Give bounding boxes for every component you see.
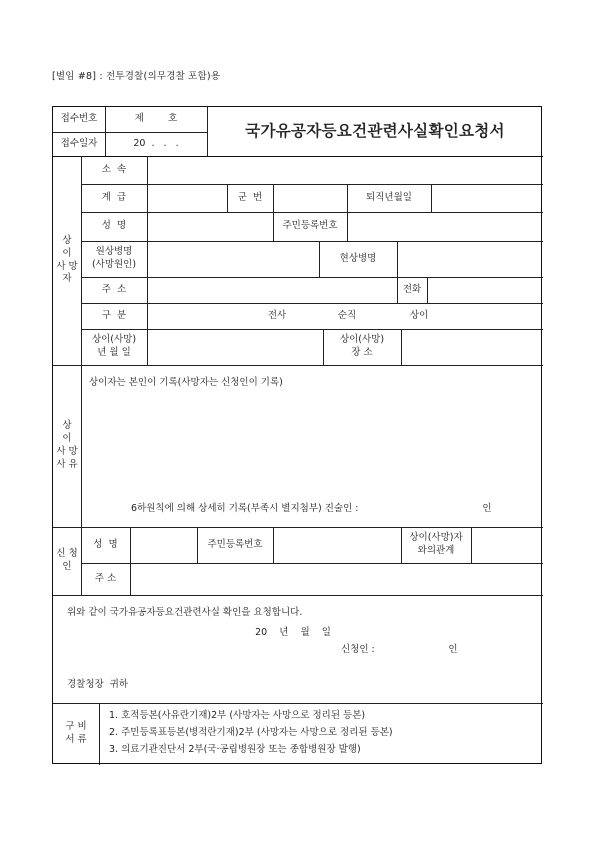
applicant-address-field[interactable] [130, 563, 543, 595]
statement-seal: 인 [482, 502, 492, 514]
request-applicant-line: 신청인 : [341, 643, 375, 655]
discharge-date-label: 퇴직년월일 [366, 191, 412, 203]
applicant-name-label: 성 명 [93, 538, 118, 550]
name-label: 성 명 [101, 220, 127, 232]
reason-text-area[interactable] [89, 393, 537, 493]
category-label: 구 분 [101, 309, 127, 321]
applicant-section-label: 신 청 인 [56, 548, 78, 572]
receipt-number-value[interactable]: 제 호 [134, 113, 178, 125]
rank-label: 계 급 [101, 191, 127, 203]
address-label: 주 소 [101, 283, 127, 295]
injured-section-label: 상 이 사 망 자 [56, 234, 78, 285]
military-number-label: 군 번 [237, 191, 263, 203]
injury-date-field[interactable] [147, 329, 323, 365]
affiliation-field[interactable] [147, 156, 543, 184]
phone-label: 전화 [402, 283, 422, 295]
request-statement: 위와 같이 국가유공자등요건관련사실 확인을 요청합니다. [67, 606, 303, 618]
relation-label: 상이(사망)자 와의관계 [409, 532, 463, 556]
receipt-date-label: 접수일자 [60, 137, 98, 149]
receipt-date-value[interactable]: 20 . . . [133, 137, 179, 149]
discharge-date-field[interactable] [431, 184, 543, 212]
current-disease-field[interactable] [397, 241, 543, 277]
injury-date-label: 상이(사망) 년 월 일 [91, 334, 137, 358]
resident-number-label: 주민등록번호 [282, 220, 338, 232]
addressee: 경찰청장 귀하 [67, 678, 129, 690]
request-date-line[interactable]: 20 년 월 일 [255, 626, 331, 638]
reason-section-label: 상 이 사 망 사 유 [56, 420, 78, 470]
document-item: 3. 의료기관진단서 2부(국·공립병원장 또는 종합병원장 발행) [109, 744, 361, 756]
resident-number-field[interactable] [347, 212, 543, 241]
current-disease-label: 현상병명 [339, 252, 377, 264]
receipt-number-label: 접수번호 [60, 113, 98, 125]
document-item: 2. 주민등록표등본(병적란기재)2부 (사망자는 사망으로 정리된 등본) [109, 727, 393, 739]
original-disease-label: 원상병명 (사망원인) [91, 246, 137, 270]
applicant-resident-number-field[interactable] [273, 527, 401, 563]
injury-place-label: 상이(사망) 장 소 [339, 334, 385, 358]
reason-instruction: 상이자는 본인이 기록(사망자는 신청인이 기록) [89, 376, 283, 388]
applicant-address-label: 주 소 [94, 572, 117, 584]
address-field[interactable] [147, 277, 397, 303]
applicant-seal: 인 [448, 643, 458, 655]
reason-footer: 6하원칙에 의해 상세히 기록(부족시 별지첨부) 진술인 : [131, 502, 359, 514]
category-option-injury[interactable]: 상이 [409, 309, 429, 321]
relation-field[interactable] [471, 527, 543, 563]
document-item: 1. 호적등본(사유란기재)2부 (사망자는 사망으로 정리된 등본) [109, 710, 366, 722]
rank-field[interactable] [147, 184, 227, 212]
form-header-note: [별임 #8] : 전투경찰(의무경찰 포함)용 [52, 71, 221, 82]
documents-section-label: 구 비 서 류 [65, 721, 87, 745]
form-title: 국가유공자등요건관련사실확인요청서 [245, 122, 505, 141]
applicant-name-field[interactable] [130, 527, 197, 563]
affiliation-label: 소 속 [101, 163, 127, 175]
original-disease-field[interactable] [147, 241, 319, 277]
category-option-combat-death[interactable]: 전사 [267, 309, 287, 321]
military-number-field[interactable] [273, 184, 347, 212]
name-field[interactable] [147, 212, 273, 241]
applicant-resident-number-label: 주민등록번호 [207, 538, 263, 550]
category-option-line-of-duty-death[interactable]: 순직 [337, 309, 357, 321]
injury-place-field[interactable] [401, 329, 543, 365]
phone-field[interactable] [427, 277, 543, 303]
request-form [52, 106, 542, 764]
